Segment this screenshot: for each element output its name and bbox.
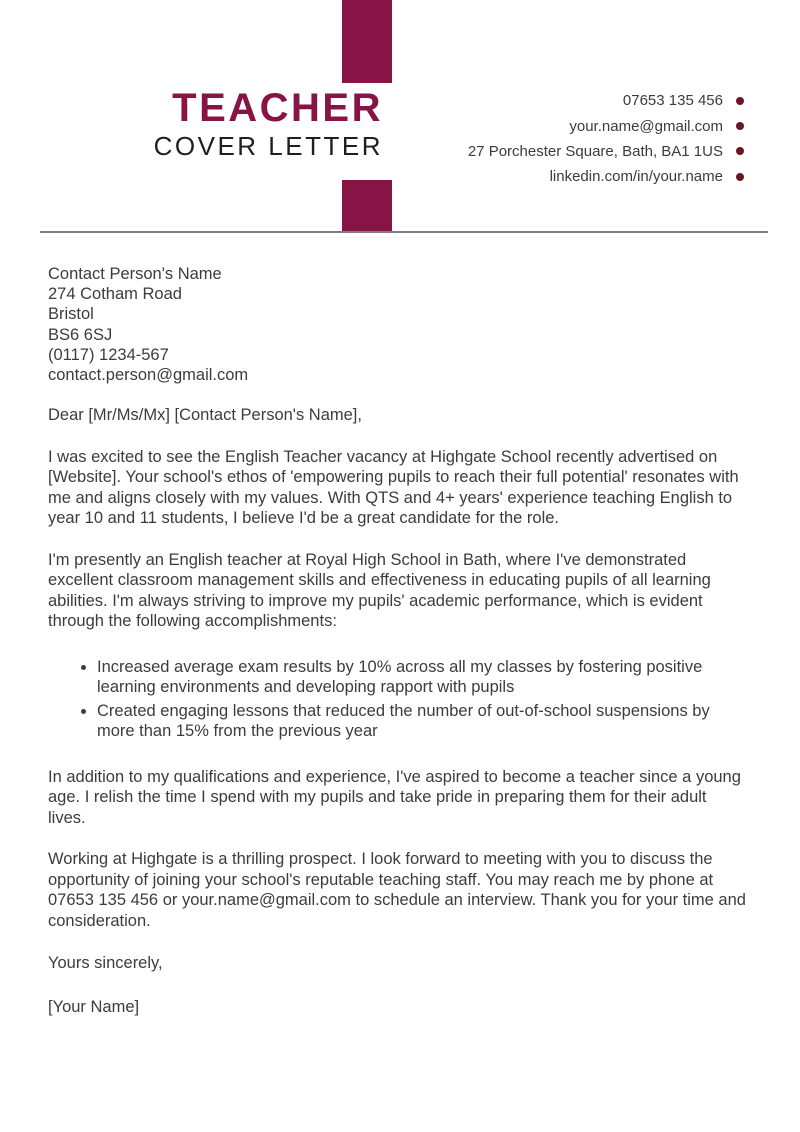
closing: Yours sincerely,	[48, 954, 163, 973]
recipient-postcode: BS6 6SJ	[48, 325, 113, 344]
document-title: TEACHER	[172, 86, 383, 130]
contact-phone: 07653 135 456	[622, 92, 723, 110]
recipient-city: Bristol	[48, 305, 94, 324]
bullet-dot-icon	[736, 147, 744, 155]
contact-email: your.name@gmail.com	[569, 117, 723, 135]
contact-linkedin: linkedin.com/in/your.name	[549, 168, 723, 186]
document-subtitle: COVER LETTER	[153, 131, 383, 161]
list-item-exam-results: • Increased average exam results by 10% across all my classes by fostering positive learning environments and developing rapport with pupils	[97, 657, 748, 698]
salutation: Dear [Mr/Ms/Mx] [Contact Person's Name],	[48, 406, 362, 425]
title-block	[0, 86, 383, 161]
signature: [Your Name]	[48, 997, 140, 1016]
accent-bar-top	[342, 0, 392, 83]
recipient-street: 274 Cotham Road	[48, 285, 182, 304]
bullet-dot-icon	[736, 173, 744, 181]
paragraph-experience: I'm presently an English teacher at Royal High School in Bath, where I've demonstrated excellent classroom management skills and effectiveness in educating pupils of all learning abilities. I'm always striving to improve my pupils' academic performance, which is evident through the following accomplishments:	[48, 550, 711, 631]
paragraph-intro: I was excited to see the English Teacher vacancy at Highgate School recently advertised on [Website]. Your school's ethos of 'empowering pupils to reach their full potential' resonates with me and aligns closely with my values. With QTS and 4+ years' experience teaching English to year 10 and 11 students, I believe I'd be a great candidate for the role.	[48, 447, 739, 528]
list-item-suspensions: • Created engaging lessons that reduced the number of out-of-school suspensions by more than 15% from the previous year	[97, 701, 748, 742]
accent-bar-bottom	[342, 180, 392, 232]
contact-address: 27 Porchester Square, Bath, BA1 1US	[467, 142, 723, 160]
recipient-email: contact.person@gmail.com	[48, 366, 249, 385]
recipient-phone: (0117) 1234-567	[48, 345, 169, 364]
contact-row-linkedin	[468, 164, 744, 189]
header-divider	[40, 231, 768, 233]
contact-row-email	[468, 113, 744, 138]
contact-info	[468, 88, 744, 190]
bullet-dot-icon	[736, 97, 744, 105]
recipient-name: Contact Person's Name	[48, 265, 222, 283]
accomplishments-list	[48, 657, 748, 742]
contact-row-address	[468, 139, 744, 164]
paragraph-call-to-action: Working at Highgate is a thrilling prospect. I look forward to meeting with you to discuss the opportunity of joining your school's reputable teaching staff. You may reach me by phone at 07653 135 456 or your.name@gmail.com to schedule an interview. Thank you for your time and consideration.	[48, 850, 746, 930]
recipient-block	[48, 264, 748, 385]
contact-row-phone	[468, 88, 744, 113]
bullet-dot-icon	[736, 122, 744, 130]
letter-body	[48, 264, 748, 1017]
paragraph-motivation: In addition to my qualifications and experience, I've aspired to become a teacher since a young age. I relish the time I spend with my pupils and take pride in preparing them for their adult lives.	[48, 767, 741, 827]
